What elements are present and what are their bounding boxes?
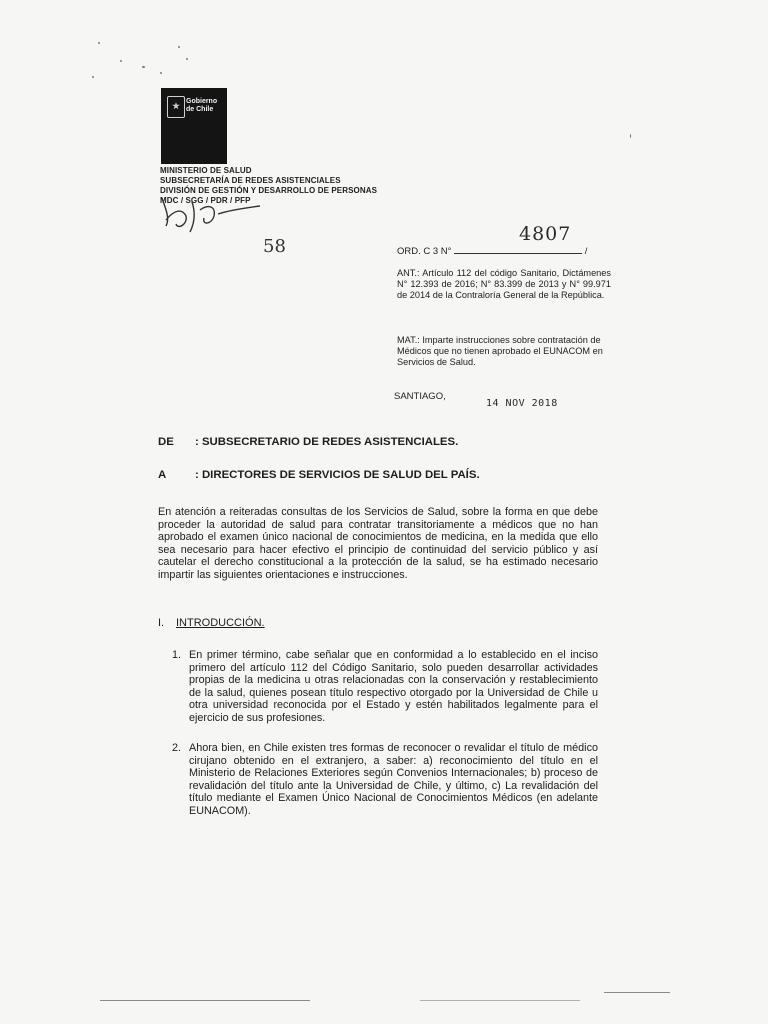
section-number: I. xyxy=(158,617,165,629)
reference-initials-line: MDC / SGG / PDR / PFP xyxy=(160,196,251,205)
scan-speck xyxy=(160,72,162,74)
footer-scan-line xyxy=(604,992,670,993)
ministry-line: MINISTERIO DE SALUD xyxy=(160,166,252,175)
date-stamp: 14 NOV 2018 xyxy=(486,398,558,409)
scan-speck xyxy=(98,42,100,44)
scan-speck xyxy=(178,46,180,48)
from-value: : SUBSECRETARIO DE REDES ASISTENCIALES. xyxy=(195,436,459,448)
list-item-text: Ahora bien, en Chile existen tres formas de reconocer o revalidar el título de médico cirujano obtenido en el extranjero, a saber: a) reconocimiento del título en el Ministerio de Relaciones Exteriores según Convenios Internacionales; b) proceso de revalidación del título ante la Universidad de Chile, y último, c) La revalidación del título mediante el Examen Único Nacional de Conocimientos Médicos (en adelante EUNACOM). xyxy=(189,742,598,817)
order-suffix: / xyxy=(584,246,588,257)
list-item xyxy=(172,649,598,725)
list-item-number: 2. xyxy=(172,742,182,754)
scan-speck xyxy=(186,58,188,60)
gobierno-de-chile-logo xyxy=(161,88,227,164)
list-item-text: En primer término, cabe señalar que en conformidad a lo establecido en el inciso primero del artículo 112 del Código Sanitario, solo pueden desarrollar actividades propias de la medicina u otras relacionadas con la conservación y restablecimiento de la salud, quienes posean título respectivo otorgado por la Universidad de Chile u otra universidad reconocida por el Estado y estén habilitados legalmente para el ejercicio de sus profesiones. xyxy=(189,649,598,724)
scan-speck xyxy=(630,134,631,138)
list-item-number: 1. xyxy=(172,649,182,661)
footer-scan-line xyxy=(100,1000,310,1001)
order-number: 4807 xyxy=(519,223,572,245)
to-value: : DIRECTORES DE SERVICIOS DE SALUD DEL PAÍS. xyxy=(195,469,480,481)
section-title: INTRODUCCIÓN. xyxy=(176,617,265,629)
subject-text: MAT.: Imparte instrucciones sobre contratación de Médicos que no tienen aprobado el EUNACOM en Servicios de Salud. xyxy=(397,335,603,367)
list-item xyxy=(172,742,598,818)
scan-speck xyxy=(142,66,145,68)
section-heading xyxy=(158,617,265,629)
coat-of-arms-icon xyxy=(167,96,185,118)
logo-text-line: de Chile xyxy=(186,106,214,113)
handwritten-number: 58 xyxy=(263,236,286,257)
scan-speck xyxy=(92,76,94,78)
order-underline xyxy=(454,244,582,254)
logo-text-line: Gobierno xyxy=(186,98,218,105)
footer-scan-line xyxy=(420,1000,580,1001)
handwritten-initials-scribble xyxy=(156,180,266,236)
from-label: DE xyxy=(158,436,174,448)
order-line xyxy=(397,244,587,257)
division-line: DIVISIÓN DE GESTIÓN Y DESARROLLO DE PERSONAS xyxy=(160,186,378,195)
scan-speck xyxy=(120,60,122,62)
place-label: SANTIAGO, xyxy=(394,391,446,402)
antecedents-text: ANT.: Artículo 112 del código Sanitario, Dictámenes N° 12.393 de 2016; N° 83.399 de 2013 y N° 99.971 de 2014 de la Contraloría General de la República. xyxy=(397,268,611,300)
subsecretary-line: SUBSECRETARÍA DE REDES ASISTENCIALES xyxy=(160,176,341,185)
logo-text xyxy=(186,98,226,114)
from-line xyxy=(158,436,458,448)
to-line xyxy=(158,469,480,481)
order-prefix: ORD. C 3 N° xyxy=(397,246,452,257)
intro-paragraph: En atención a reiteradas consultas de los Servicios de Salud, sobre la forma en que debe proceder la autoridad de salud para contratar transitoriamente a médicos que no han aprobado el examen único nacional de conocimientos de medicina, en la medida que ello sea necesario para hacer efectivo el principio de continuidad del servicio público y así cautelar el derecho constitucional a la protección de la salud, se ha estimado necesario impartir las siguientes orientaciones e instrucciones. xyxy=(158,506,598,581)
to-label: A xyxy=(158,469,167,481)
